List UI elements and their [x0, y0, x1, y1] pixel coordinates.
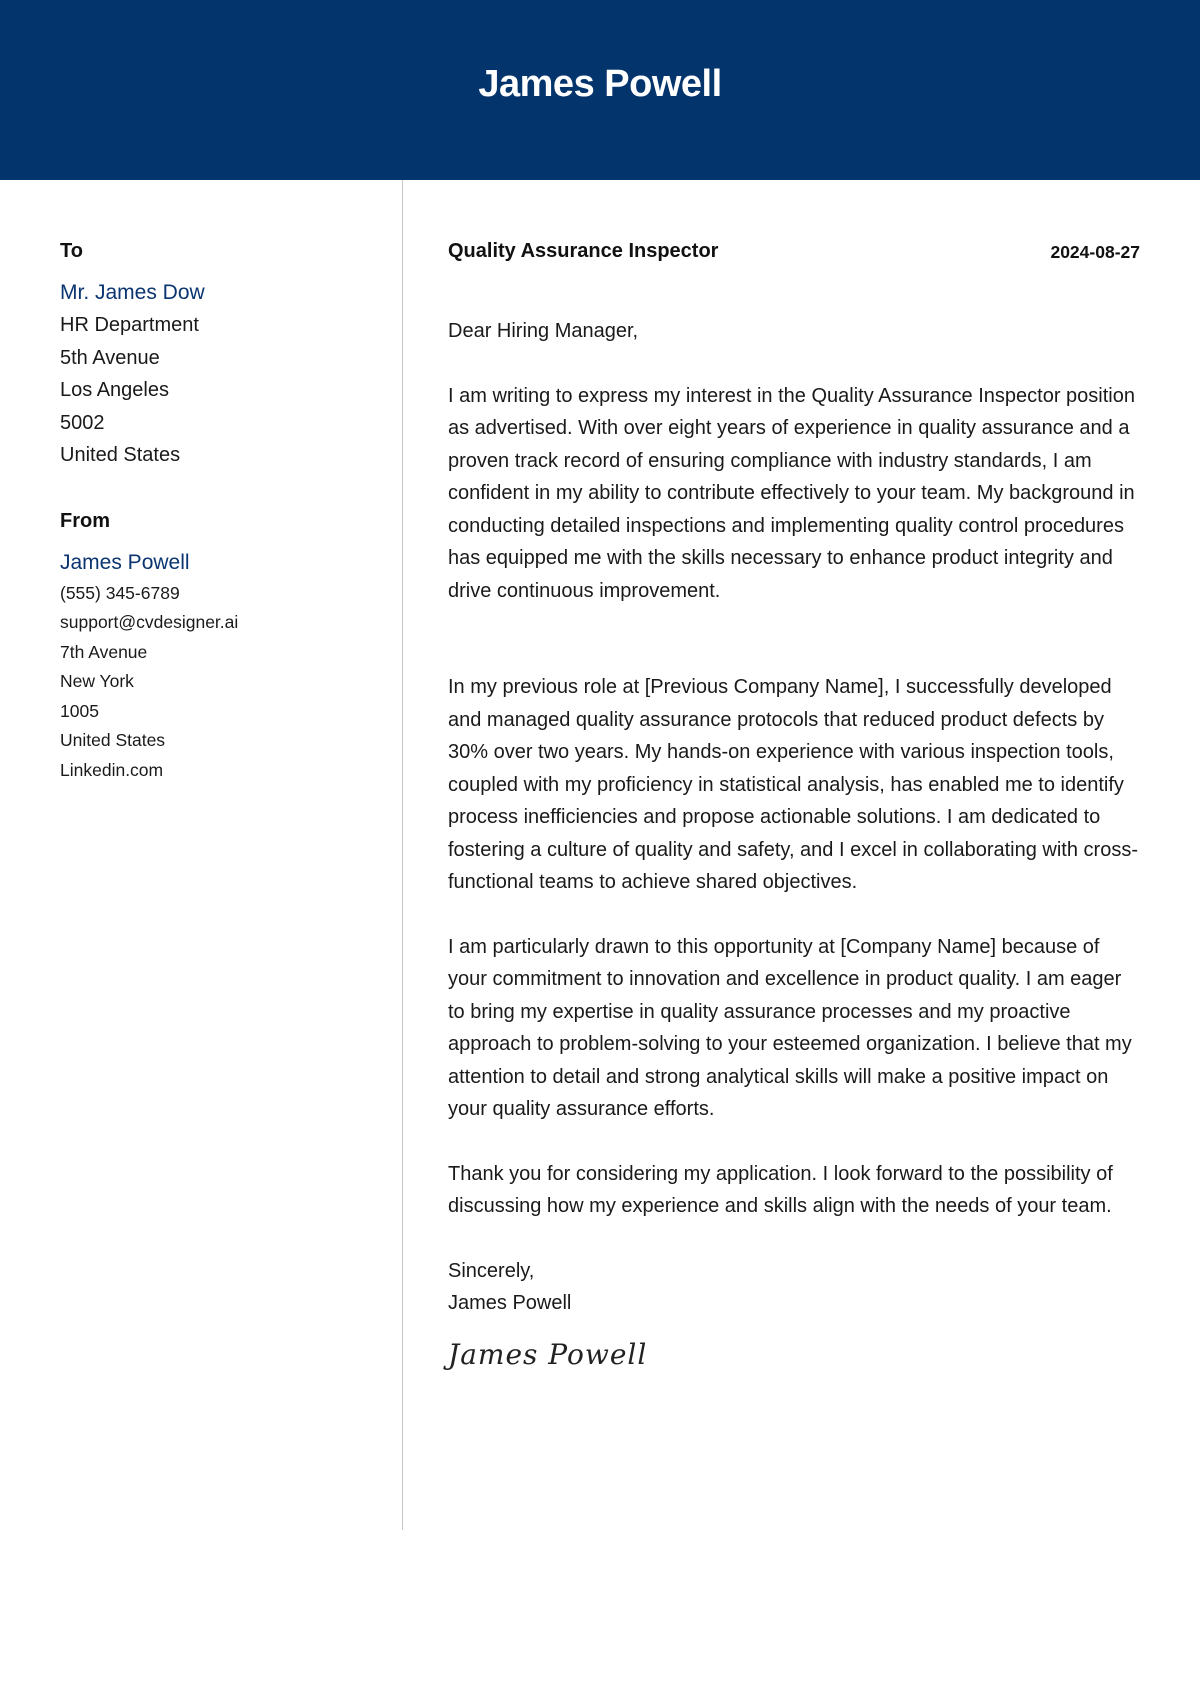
recipient-postcode: 5002 — [60, 411, 105, 434]
recipient-country: United States — [60, 444, 181, 466]
contact-sidebar — [60, 240, 390, 785]
sender-country: United States — [60, 730, 166, 750]
applicant-name-title: James Powell — [478, 62, 722, 105]
from-heading: From — [60, 509, 110, 532]
letter-heading-row — [448, 240, 1140, 263]
header-banner — [0, 0, 1200, 180]
recipient-department: HR Department — [60, 314, 199, 336]
paragraph-1: I am writing to express my interest in the Quality Assurance Inspector position as advertised. With over eight years of experience in quality assurance and a proven track record of ensuring compliance with industry standards, I am confident in my ability to contribute effectively to your team. My background in conducting detailed inspections and implementing quality control procedures has equipped me with the skills necessary to enhance product integrity and drive continuous improvement. — [448, 384, 1135, 602]
paragraph-2: In my previous role at [Previous Company Name], I successfully developed and managed quality assurance protocols that reduced product defects by 30% over two years. My hands-on experience with various inspection tools, coupled with my proficiency in statistical analysis, has enabled me to identify process inefficiencies and propose actionable solutions. I am dedicated to fostering a culture of quality and safety, and I excel in collaborating with cross-functional teams to achieve shared objectives. — [448, 676, 1138, 893]
closing-phrase: Sincerely, — [448, 1259, 535, 1282]
closing — [448, 1255, 1140, 1320]
to-heading: To — [60, 240, 83, 262]
letter-body — [448, 240, 1140, 1371]
recipient-city: Los Angeles — [60, 379, 169, 401]
sender-postcode: 1005 — [60, 700, 99, 721]
recipient-name: Mr. James Dow — [60, 281, 205, 304]
sender-street: 7th Avenue — [60, 641, 148, 662]
recipient-street: 5th Avenue — [60, 346, 160, 369]
paragraph-3: I am particularly drawn to this opportunity at [Company Name] because of your commitment to innovation and excellence in product quality. I am eager to bring my expertise in quality assurance processes and my proactive approach to problem-solving to your esteemed organization. I believe that my attention to detail and strong analytical skills will make a positive impact on your quality assurance efforts. — [448, 935, 1132, 1120]
sender-name: James Powell — [60, 550, 190, 574]
sender-phone: (555) 345-6789 — [60, 582, 180, 603]
column-divider — [402, 180, 403, 1530]
sender-city: New York — [60, 671, 134, 691]
handwritten-signature: James Powell — [448, 1337, 648, 1371]
closing-name: James Powell — [448, 1292, 572, 1314]
salutation: Dear Hiring Manager, — [448, 320, 639, 342]
job-title: Quality Assurance Inspector — [448, 240, 719, 262]
letter-date: 2024-08-27 — [1050, 242, 1140, 262]
sender-linkedin: Linkedin.com — [60, 759, 164, 780]
sender-email: support@cvdesigner.ai — [60, 612, 239, 632]
paragraph-4: Thank you for considering my application. I look forward to the possibility of discussing how my experience and skills align with the needs of your team. — [448, 1162, 1113, 1217]
